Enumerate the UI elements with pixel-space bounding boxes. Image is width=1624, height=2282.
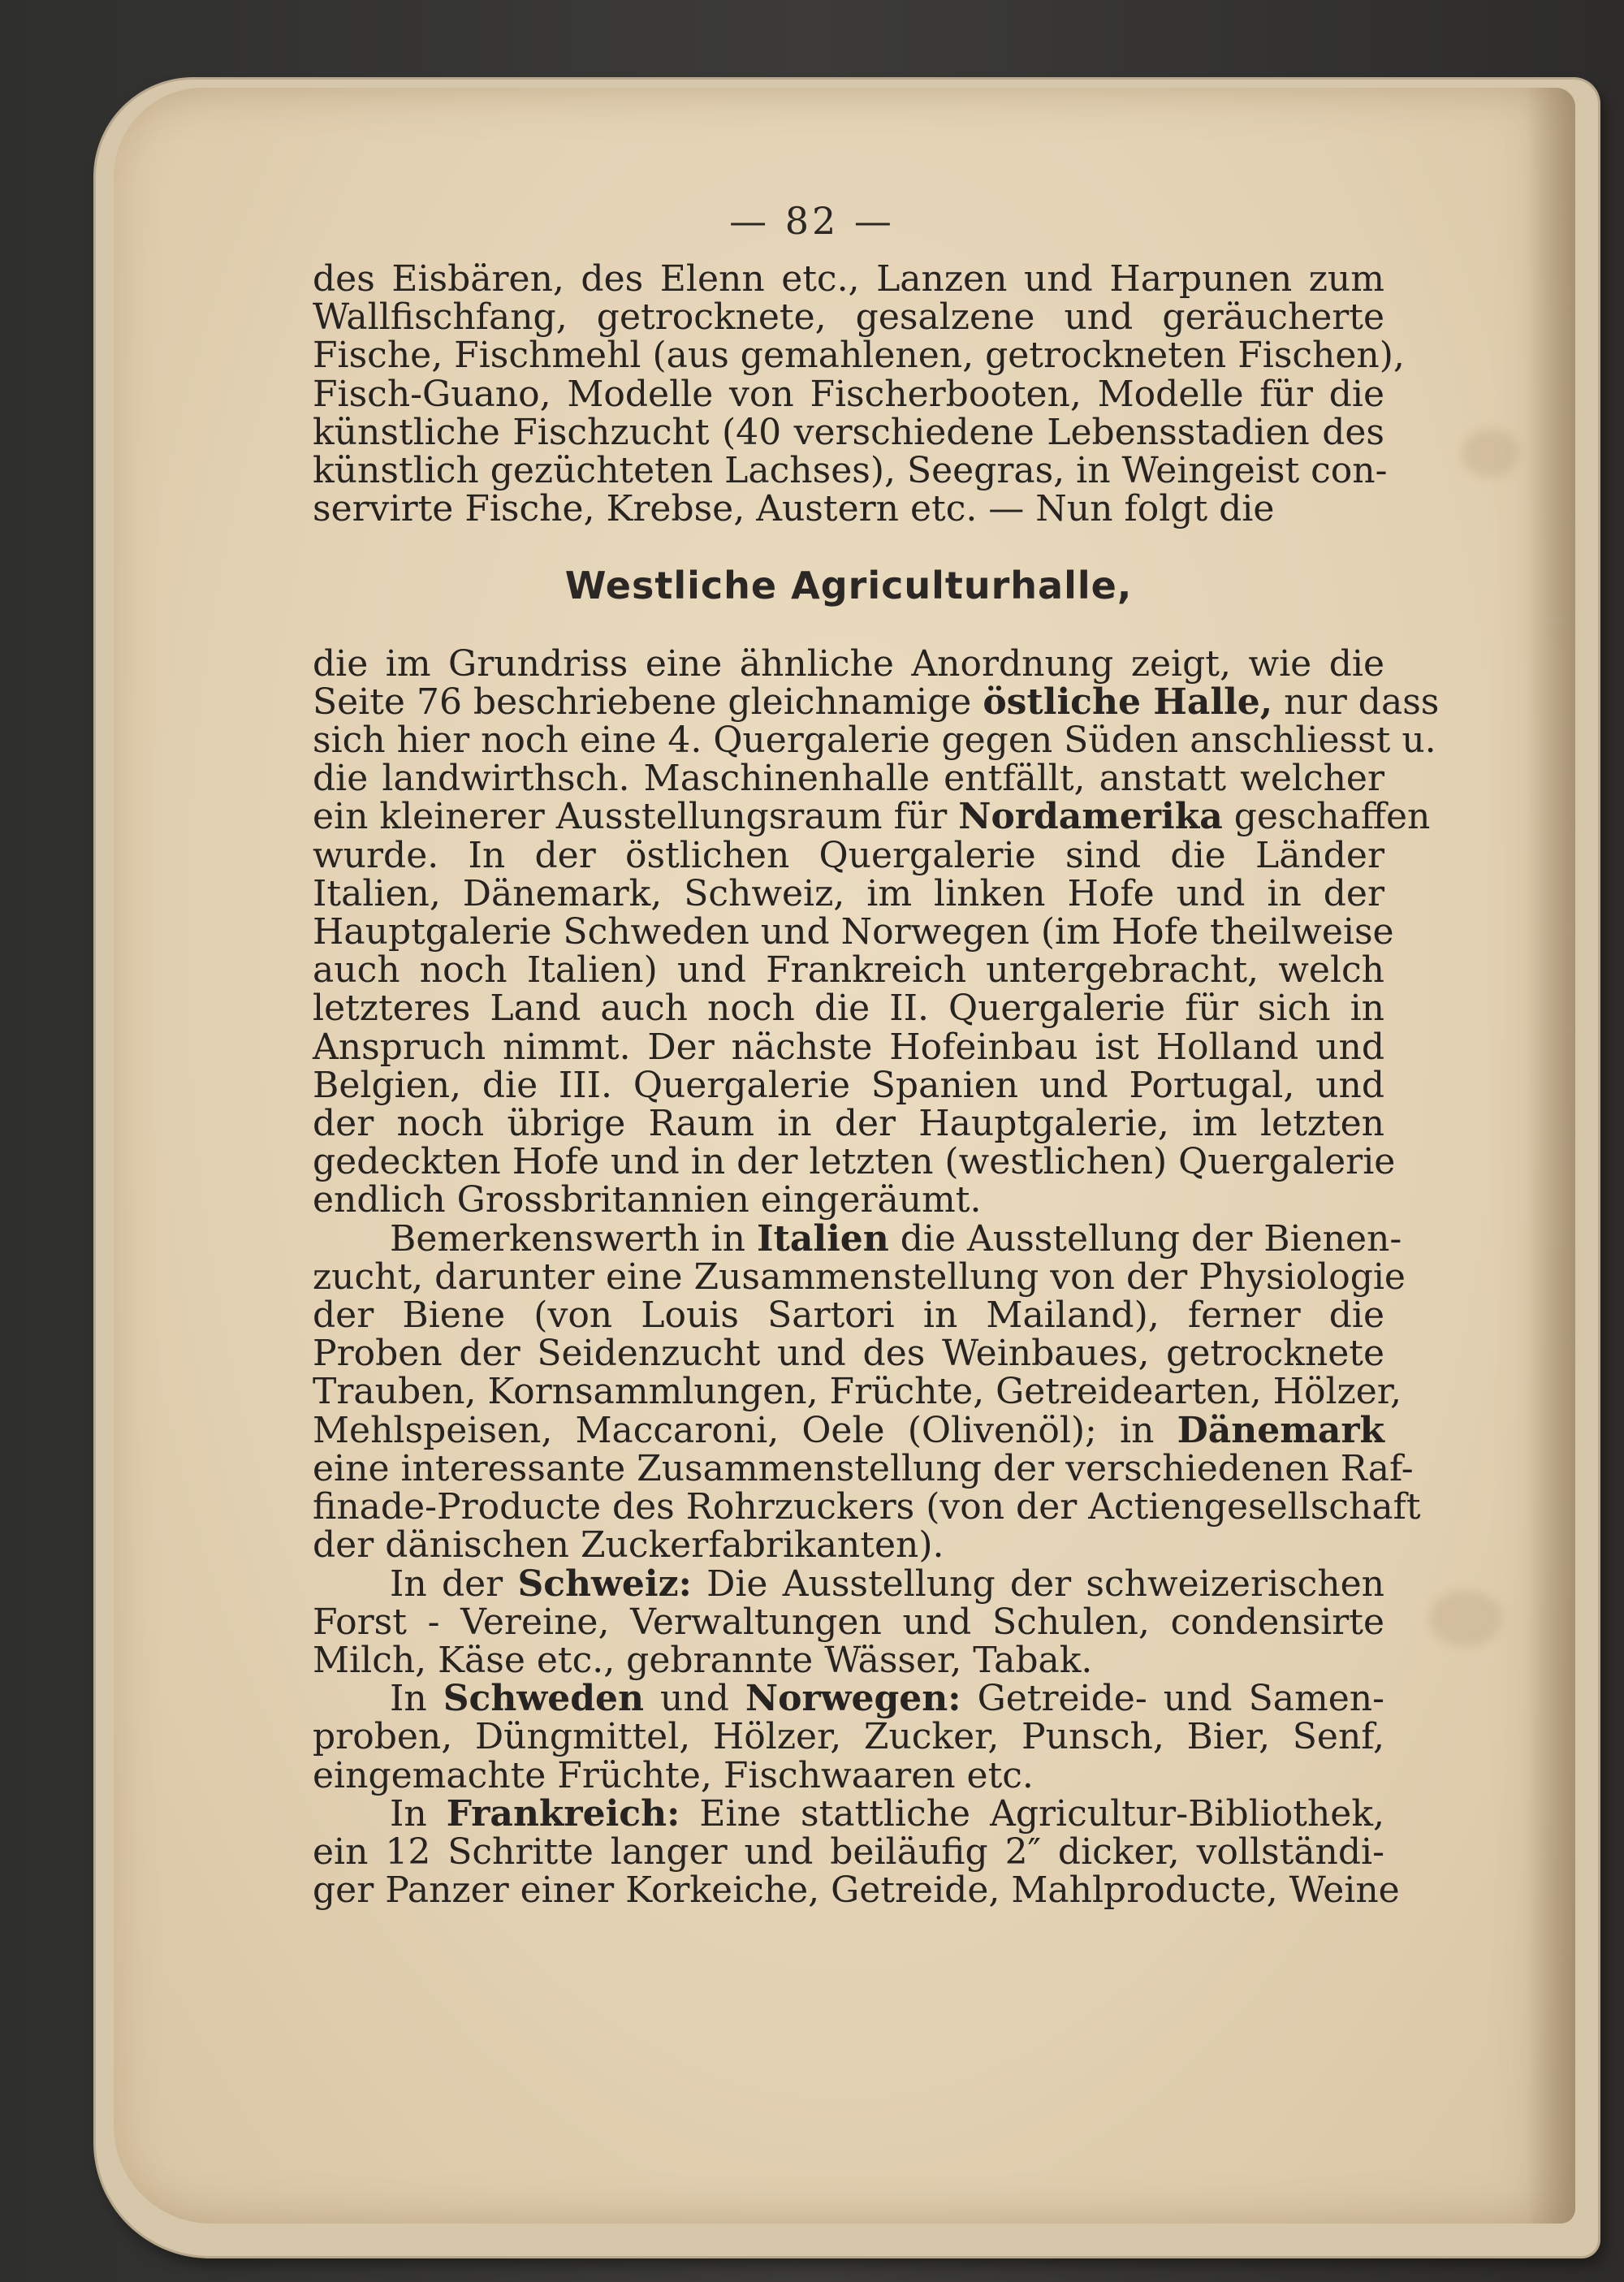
text-line: wurde. In der östlichen Quergalerie sind die Länder <box>313 834 1384 876</box>
text-line: endlich Grossbritannien eingeräumt. <box>313 1179 982 1221</box>
text-line: sich hier noch eine 4. Quergalerie gegen Süden anschliesst u. <box>313 720 1436 762</box>
text-line: ger Panzer einer Korkeiche, Getreide, Mahlproducte, Weine <box>313 1869 1400 1912</box>
text-line: Belgien, die III. Quergalerie Spanien und Portugal, und <box>313 1064 1384 1106</box>
text-line: Bemerkenswerth in Italien die Ausstellung der Bienen- <box>390 1217 1402 1260</box>
text-line: Proben der Seidenzucht und des Weinbaues, getrocknete <box>313 1333 1384 1375</box>
text-line: In der Schweiz: Die Ausstellung der schweizerischen <box>390 1562 1384 1605</box>
text-line: gedeckten Hofe und in der letzten (westlichen) Quergalerie <box>313 1141 1396 1183</box>
text-line: eingemachte Früchte, Fischwaaren etc. <box>313 1754 1034 1796</box>
text-line: Trauben, Kornsammlungen, Früchte, Getreidearten, Hölzer, <box>313 1371 1402 1413</box>
text-line: Milch, Käse etc., gebrannte Wässer, Tabak. <box>313 1639 1093 1681</box>
section-heading: Westliche Agriculturhalle, <box>564 564 1133 608</box>
text-line: der noch übrige Raum in der Hauptgalerie, im letzten <box>313 1103 1384 1145</box>
text-line: proben, Düngmittel, Hölzer, Zucker, Punsch, Bier, Senf, <box>313 1716 1384 1758</box>
text-line: künstlich gezüchteten Lachses), Seegras, in Weingeist con- <box>313 450 1388 492</box>
text-line: auch noch Italien) und Frankreich untergebracht, welch <box>313 949 1384 992</box>
body-text <box>313 258 1440 1912</box>
text-line: zucht, darunter eine Zusammenstellung von der Physiologie <box>313 1256 1406 1298</box>
page-number: — 82 — <box>729 199 895 243</box>
text-line: künstliche Fischzucht (40 verschiedene Lebensstadien des <box>313 411 1384 453</box>
text-line: Forst - Vereine, Verwaltungen und Schulen, condensirte <box>313 1601 1384 1643</box>
text-line: Fische, Fischmehl (aus gemahlenen, getrockneten Fischen), <box>313 335 1405 377</box>
text-line: Fisch-Guano, Modelle von Fischerbooten, Modelle für die <box>313 373 1384 415</box>
text-line: finade-Producte des Rohrzuckers (von der Actiengesellschaft <box>313 1486 1421 1528</box>
paper-stain <box>1429 1590 1502 1647</box>
text-line: Anspruch nimmt. Der nächste Hofeinbau ist Holland und <box>313 1026 1384 1068</box>
text-line: der Biene (von Louis Sartori in Mailand), ferner die <box>313 1294 1384 1337</box>
text-line: letzteres Land auch noch die II. Quergalerie für sich in <box>313 988 1384 1030</box>
text-line: In Schweden und Norwegen: Getreide- und Samen- <box>390 1678 1384 1720</box>
text-line: In Frankreich: Eine stattliche Agricultur-Bibliothek, <box>390 1792 1384 1835</box>
text-line: ein kleinerer Ausstellungsraum für Nordamerika geschaffen <box>313 796 1431 838</box>
text-line: servirte Fische, Krebse, Austern etc. — Nun folgt die <box>313 488 1275 530</box>
text-line: des Eisbären, des Elenn etc., Lanzen und Harpunen zum <box>313 258 1384 300</box>
text-line: Wallfischfang, getrocknete, gesalzene und geräucherte <box>313 296 1384 339</box>
text-line: ein 12 Schritte langer und beiläufig 2″ dicker, vollständi- <box>313 1830 1384 1873</box>
text-line: Seite 76 beschriebene gleichnamige östliche Halle, nur dass <box>313 681 1440 723</box>
text-line: die im Grundriss eine ähnliche Anordnung zeigt, wie die <box>313 642 1384 685</box>
text-line: Italien, Dänemark, Schweiz, im linken Hofe und in der <box>313 872 1384 914</box>
text-line: die landwirthsch. Maschinenhalle entfällt, anstatt welcher <box>313 758 1384 800</box>
text-line: der dänischen Zuckerfabrikanten). <box>313 1524 944 1567</box>
text-line: Hauptgalerie Schweden und Norwegen (im Hofe theilweise <box>313 911 1394 953</box>
page-edge-shadow <box>1527 88 1575 2224</box>
text-line: eine interessante Zusammenstellung der verschiedenen Raf- <box>313 1447 1414 1489</box>
paper-stain <box>1462 429 1518 478</box>
text-line: Mehlspeisen, Maccaroni, Oele (Olivenöl); in Dänemark <box>313 1409 1384 1451</box>
